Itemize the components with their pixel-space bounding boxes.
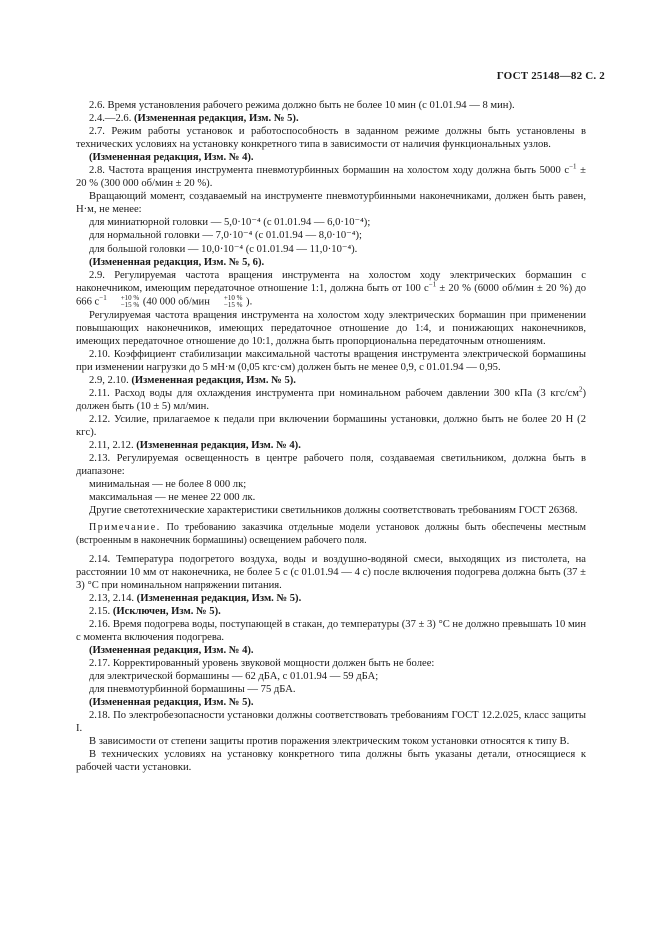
clause-2-9: 2.9. Регулируемая частота вращения инструмента на холостом ходу электрических бормашин с наконечником, имеющим передаточное отношение 1:1, должна быть от 100 $с^{-1} \pm 20$ % (6000 об/мин ± 20 %) до 666 $с^{-1}$ +10 % −15 % (40 000 об/мин +10 % −15 % ). xyxy=(76,269,586,309)
torque-item-mini: для миниатюрной головки — 5,0·10⁻⁴ (с 01.01.94 — 6,0·10⁻⁴); xyxy=(89,217,371,229)
clause-2-13: 2.13. Регулируемая освещенность в центре рабочего поля, создаваемая светильником, должна быть в диапазоне: xyxy=(76,453,586,478)
clause-2-6: 2.6. Время установления рабочего режима должно быть не более 10 мин (с 01.01.94 — 8 мин). xyxy=(89,100,515,111)
torque-item-large: для большой головки — 10,0·10⁻⁴ (с 01.01.94 — 11,0·10⁻⁴). xyxy=(89,243,358,255)
amendment-note: (Измененная редакция, Изм. № 4). xyxy=(89,152,254,164)
amendment-note: 2.4.—2.6. (Измененная редакция, Изм. № 5). xyxy=(89,113,299,125)
illum-other: Другие светотехнические характеристики светильников должны соответствовать требованиям ГОСТ 26368. xyxy=(89,505,578,517)
amendment-note: (Измененная редакция, Изм. № 5, 6). xyxy=(89,256,265,268)
clause-2-11: 2.11. Расход воды для охлаждения инструмента при номинальном рабочем давлении 300 кПа (3 кгс/$см^2$) должен быть (10 ± 5) мл/мин. xyxy=(76,385,586,413)
amendment-note: 2.11, 2.12. (Измененная редакция, Изм. № 4). xyxy=(89,440,301,452)
clause-2-7: 2.7. Режим работы установок и работоспособность в заданном режиме должны быть установлены в технических условиях на установку конкретного типа в зависимости от наличия функциональных узлов. xyxy=(76,126,586,151)
document-body xyxy=(76,99,586,774)
illum-min: минимальная — не более 8 000 лк; xyxy=(89,479,247,491)
applied-parts: В технических условиях на установку конкретного типа должны быть указаны детали, относящиеся к рабочей части установки. xyxy=(76,749,586,774)
clause-2-16: 2.16. Время подогрева воды, поступающей в стакан, до температуры (37 ± 3) °С не должно превышать 10 мин с момента включения подогрева. xyxy=(76,618,586,643)
amendment-note: (Измененная редакция, Изм. № 4). xyxy=(89,644,254,656)
illum-max: максимальная — не менее 22 000 лк. xyxy=(89,492,256,504)
amendment-note: 2.13, 2.14. (Измененная редакция, Изм. № 5). xyxy=(89,592,302,604)
speed-ratio-text: Регулируемая частота вращения инструмента на холостом ходу электрических бормашин при применении повышающих наконечников, имеющих передаточное отношение до 1:4, и понижающих наконечников, имеющих передаточное отношение до 10:1, должна быть пропорциональна передаточным отношениям. xyxy=(76,309,586,347)
noise-electric: для электрической бормашины — 62 дБА, с 01.01.94 — 59 дБА; xyxy=(89,671,379,683)
clause-2-17: 2.17. Корректированный уровень звуковой мощности должен быть не более: xyxy=(89,658,435,670)
torque-text: Вращающий момент, создаваемый на инструменте пневмотурбинными наконечниками, должен быть равен, Н·м, не менее: xyxy=(76,191,586,216)
clause-2-15: 2.15. (Исключен, Изм. № 5). xyxy=(89,605,221,617)
tolerance: +10 % −15 % xyxy=(120,293,140,309)
clause-2-8: 2.8. Частота вращения инструмента пневмотурбинных бормашин на холостом ходу должна быть 5000 $с^{-1} \pm 20$ % (300 000 об/мин ± 20 %). xyxy=(76,162,586,190)
page-header: ГОСТ 25148—82 С. 2 xyxy=(496,70,605,82)
tolerance: +10 % −15 % xyxy=(223,293,243,309)
amendment-note: 2.9, 2.10. (Измененная редакция, Изм. № 5). xyxy=(89,374,296,386)
clause-2-14: 2.14. Температура подогретого воздуха, воды и воздушно-водяной смеси, выходящих из пистолета, на расстоянии 10 мм от наконечника, не более 5 с (с 01.01.94 — 4 с) после включения подогрева должна быть (37 ± 3) °С при номинальном напряжении питания. xyxy=(76,553,586,591)
note: Примечание. По требованию заказчика отдельные модели установок должны быть обеспечены местным (встроенным в наконечник бормашины) освещением рабочего поля. xyxy=(76,522,586,547)
clause-2-12: 2.12. Усилие, прилагаемое к педали при включении бормашины установки, должно быть не более 20 Н (2 кгс). xyxy=(76,414,586,439)
clause-2-18: 2.18. По электробезопасности установки должны соответствовать требованиям ГОСТ 12.2.025, класс защиты I. xyxy=(76,710,586,735)
noise-pneumatic: для пневмотурбинной бормашины — 75 дБА. xyxy=(89,684,296,696)
clause-2-10: 2.10. Коэффициент стабилизации максимальной частоты вращения инструмента электрической бормашины при изменении нагрузки до 5 мН·м (0,05 кгс·см) должен быть не менее 0,9, с 01.01.94 — 0,95. xyxy=(76,348,586,373)
torque-item-normal: для нормальной головки — 7,0·10⁻⁴ (с 01.01.94 — 8,0·10⁻⁴); xyxy=(89,230,362,242)
protection-type: В зависимости от степени защиты против поражения электрическим током установки относятся к типу В. xyxy=(89,736,570,748)
amendment-note: (Измененная редакция, Изм. № 5). xyxy=(89,697,254,709)
